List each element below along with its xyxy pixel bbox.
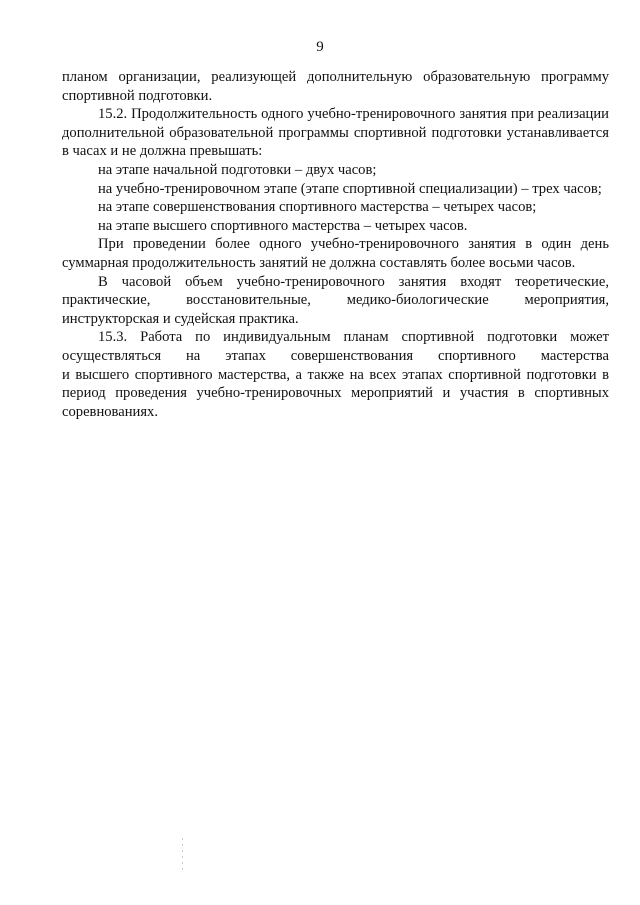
list-item-improvement-stage: на этапе совершенствования спортивного мастерства – четырех часов; [98,199,537,216]
list-item-higher-mastery-stage: на этапе высшего спортивного мастерства – четырех часов. [98,217,468,234]
scan-artifact [182,838,183,872]
list-item-training-stage: на учебно-тренировочном этапе (этапе спортивной специализации) – трех часов; [98,180,602,197]
paragraph-continuation: планом организации, реализующей дополнительную образовательную программу спортивной подготовки. [62,69,609,104]
paragraph-15-3-part1: 15.3. Работа по индивидуальным планам спортивной подготовки может осуществляться на этапах совершенствования спортивного мастерства [62,329,609,364]
document-body [62,68,609,421]
paragraph-15-2: 15.2. Продолжительность одного учебно-тренировочного занятия при реализации дополнительной образовательной программы спортивной подготовки устанавливается в часах и не должна превышать: [62,106,609,160]
page-number: 9 [316,39,324,55]
paragraph-15-3-part2: и высшего спортивного мастерства, а также на всех этапах спортивной подготовки в период проведения учебно-тренировочных мероприятий и участия в спортивных соревнованиях. [62,366,609,420]
paragraph-daily-limit: При проведении более одного учебно-тренировочного занятия в один день суммарная продолжительность занятий не должна составлять более восьми часов. [62,236,609,271]
paragraph-hour-volume: В часовой объем учебно-тренировочного занятия входят теоретические, практические, восстановительные, медико-биологические мероприятия, инструкторская и судейская практика. [62,273,609,327]
list-item-initial-stage: на этапе начальной подготовки – двух часов; [98,161,377,178]
